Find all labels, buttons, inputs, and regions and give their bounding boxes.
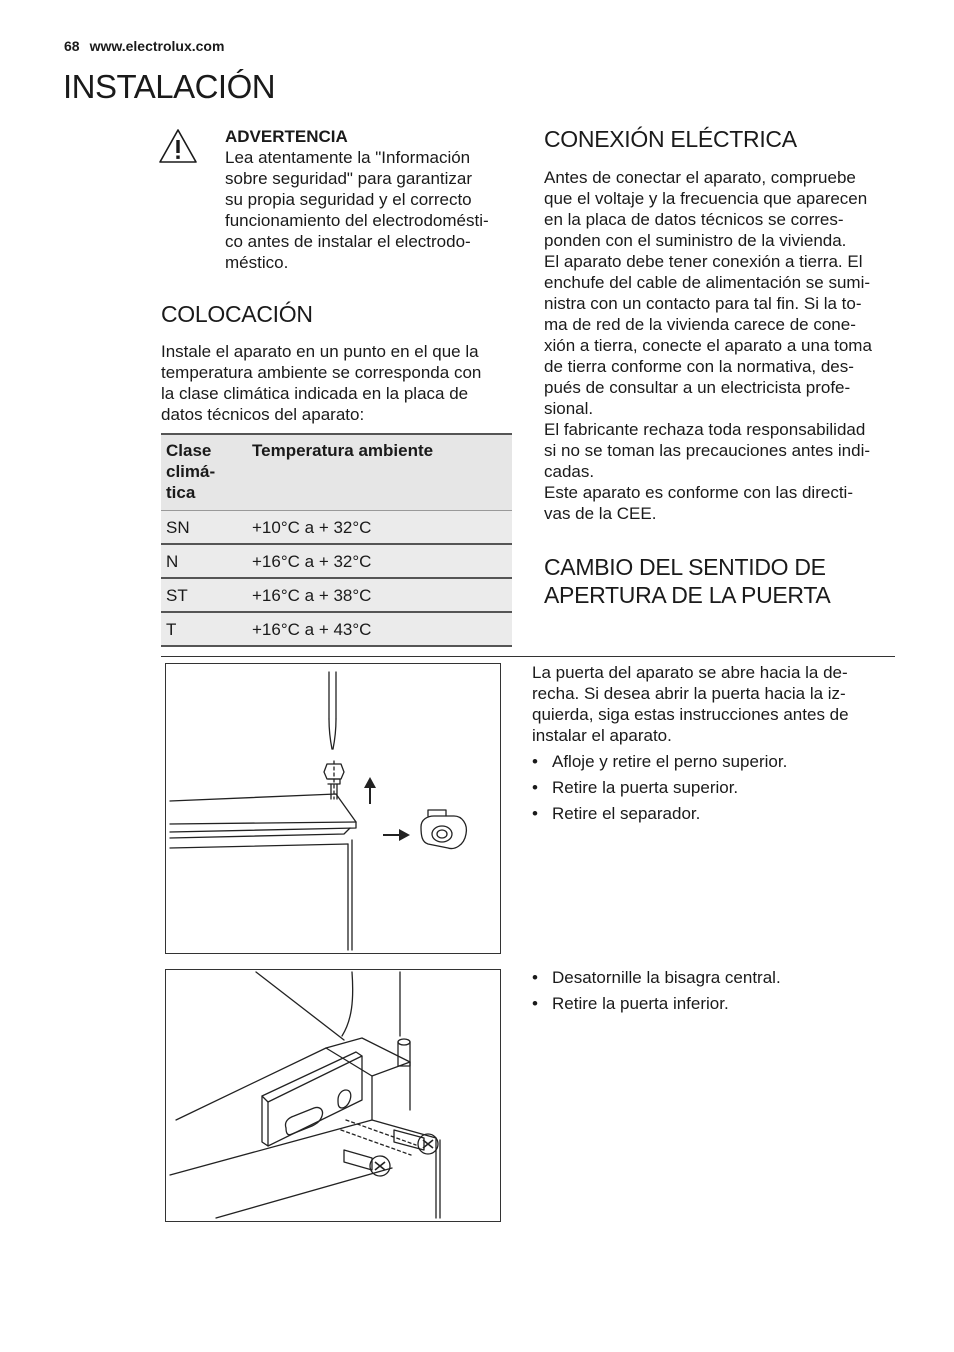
heading-line: CAMBIO DEL SENTIDO DE bbox=[544, 554, 826, 580]
warning-line: méstico. bbox=[225, 253, 289, 272]
text-line: la clase climática indicada en la placa de bbox=[161, 384, 469, 403]
text-line: sional. bbox=[544, 399, 594, 418]
warning-line: su propia seguridad y el correcto bbox=[225, 190, 472, 209]
section-heading-colocacion: COLOCACIÓN bbox=[161, 301, 313, 327]
cell-class: SN bbox=[161, 511, 247, 545]
text-line: de tierra conforme con la normativa, des- bbox=[544, 357, 854, 376]
conexion-paragraph bbox=[544, 167, 900, 524]
colocacion-paragraph bbox=[161, 341, 513, 425]
header-line: climá- bbox=[166, 462, 216, 481]
text-line: en la placa de datos técnicos se corres- bbox=[544, 210, 844, 229]
cambio-intro bbox=[532, 662, 892, 746]
section-heading-cambio bbox=[544, 553, 904, 609]
list-item: • Afloje y retire el perno superior. bbox=[532, 751, 892, 772]
heading-line: APERTURA DE LA PUERTA bbox=[544, 582, 831, 608]
warning-line: funcionamiento del electrodomésti- bbox=[225, 211, 489, 230]
warning-line: co antes de instalar el electrodo- bbox=[225, 232, 471, 251]
illustration-upper-hinge bbox=[166, 664, 500, 953]
table-row bbox=[161, 578, 512, 612]
text-line: Este aparato es conforme con las directi- bbox=[544, 483, 853, 502]
cell-temperature: +16°C a + 43°C bbox=[247, 612, 512, 646]
cell-class: T bbox=[161, 612, 247, 646]
header-line: Clase bbox=[166, 441, 212, 460]
text-line: La puerta del aparato se abre hacia la de- bbox=[532, 663, 848, 682]
cell-temperature: +16°C a + 32°C bbox=[247, 544, 512, 578]
cell-class: ST bbox=[161, 578, 247, 612]
steps-list-2 bbox=[532, 967, 892, 1019]
text-line: cadas. bbox=[544, 462, 595, 481]
text-line: nistra con un contacto para tal fin. Si la to- bbox=[544, 294, 862, 313]
warning-line: Lea atentamente la "Información bbox=[225, 148, 471, 167]
warning-title: ADVERTENCIA bbox=[225, 127, 348, 146]
website-url[interactable]: www.electrolux.com bbox=[89, 38, 225, 54]
illustration-middle-hinge bbox=[166, 970, 500, 1221]
list-item: • Retire el separador. bbox=[532, 803, 892, 824]
column-header-class bbox=[161, 434, 247, 511]
text-line: quierda, siga estas instrucciones antes de bbox=[532, 705, 849, 724]
text-line: ma de red de la vivienda carece de cone- bbox=[544, 315, 856, 334]
steps-list-1 bbox=[532, 751, 892, 829]
cell-class: N bbox=[161, 544, 247, 578]
text-line: Instale el aparato en un punto en el que la bbox=[161, 342, 479, 361]
text-line: instalar el aparato. bbox=[532, 726, 672, 745]
text-line: si no se toman las precauciones antes indi- bbox=[544, 441, 871, 460]
cell-temperature: +16°C a + 38°C bbox=[247, 578, 512, 612]
warning-triangle-icon bbox=[158, 128, 198, 164]
page-title: INSTALACIÓN bbox=[63, 68, 276, 105]
header-line: tica bbox=[166, 483, 196, 502]
text-line: recha. Si desea abrir la puerta hacia la iz- bbox=[532, 684, 846, 703]
text-line: que el voltaje y la frecuencia que aparecen bbox=[544, 189, 868, 208]
list-item: • Desatornille la bisagra central. bbox=[532, 967, 892, 988]
list-item: • Retire la puerta inferior. bbox=[532, 993, 892, 1014]
text-line: enchufe del cable de alimentación se sumi- bbox=[544, 273, 871, 292]
column-header-temperature: Temperatura ambiente bbox=[247, 434, 512, 511]
text-line: pués de consultar a un electricista profe- bbox=[544, 378, 851, 397]
table-row bbox=[161, 544, 512, 578]
section-heading-conexion: CONEXIÓN ELÉCTRICA bbox=[544, 126, 797, 152]
text-line: xión a tierra, conecte el aparato a una toma bbox=[544, 336, 872, 355]
text-line: temperatura ambiente se corresponda con bbox=[161, 363, 482, 382]
section-divider bbox=[161, 656, 895, 657]
text-line: vas de la CEE. bbox=[544, 504, 657, 523]
text-line: datos técnicos del aparato: bbox=[161, 405, 365, 424]
figure-middle-hinge bbox=[165, 969, 501, 1222]
text-line: Antes de conectar el aparato, compruebe bbox=[544, 168, 856, 187]
text-line: El fabricante rechaza toda responsabilidad bbox=[544, 420, 866, 439]
text-line: El aparato debe tener conexión a tierra. El bbox=[544, 252, 863, 271]
table-row bbox=[161, 511, 512, 545]
figure-remove-upper-bolt bbox=[165, 663, 501, 954]
warning-block bbox=[225, 126, 515, 273]
text-line: ponden con el suministro de la vivienda. bbox=[544, 231, 847, 250]
page-header bbox=[64, 38, 224, 54]
page-number: 68 bbox=[64, 38, 80, 54]
cell-temperature: +10°C a + 32°C bbox=[247, 511, 512, 545]
warning-line: sobre seguridad" para garantizar bbox=[225, 169, 473, 188]
table-row bbox=[161, 612, 512, 646]
list-item: • Retire la puerta superior. bbox=[532, 777, 892, 798]
climate-class-table bbox=[161, 433, 512, 647]
table-header-row bbox=[161, 434, 512, 511]
